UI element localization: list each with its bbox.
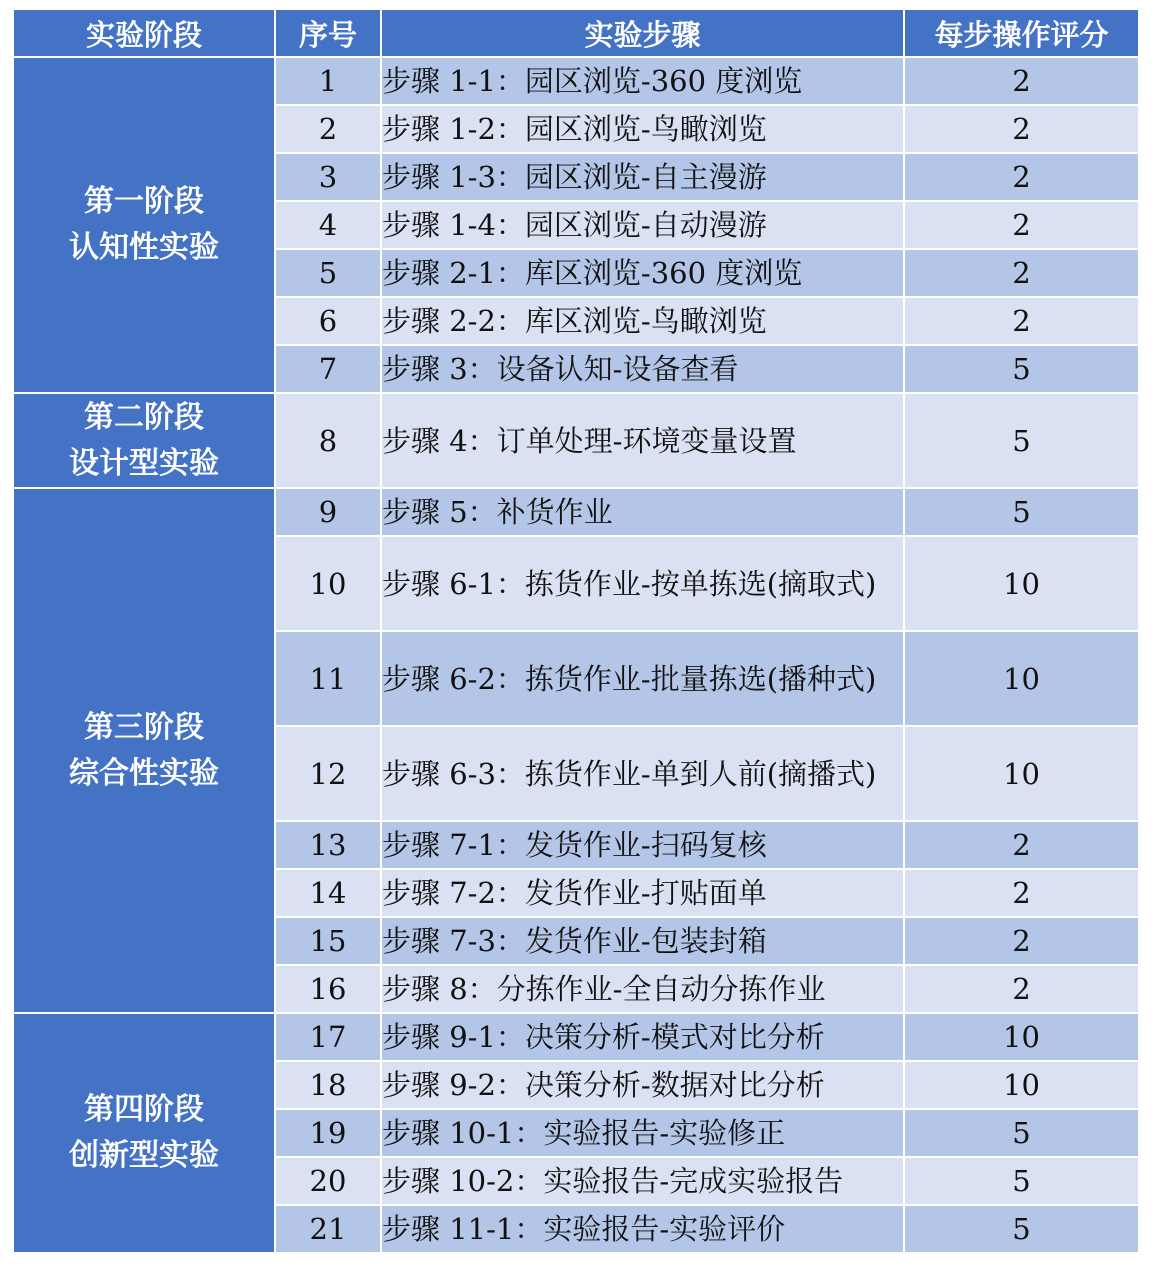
- row-number: 10: [275, 536, 381, 631]
- step-score: 2: [904, 297, 1139, 345]
- stage-cell-3: [13, 488, 275, 1013]
- row-number: 21: [275, 1205, 381, 1253]
- row-number: 2: [275, 105, 381, 153]
- step-text: 步骤 2-2：库区浏览-鸟瞰浏览: [381, 297, 904, 345]
- step-score: 5: [904, 345, 1139, 393]
- row-number: 5: [275, 249, 381, 297]
- row-number: 9: [275, 488, 381, 536]
- stage-subtitle: 创新型实验: [69, 1138, 219, 1173]
- stage-cell-4: [13, 1013, 275, 1253]
- stage-title: 第一阶段: [84, 184, 204, 219]
- step-score: 2: [904, 869, 1139, 917]
- row-number: 4: [275, 201, 381, 249]
- step-text: 步骤 9-2：决策分析-数据对比分析: [381, 1061, 904, 1109]
- step-text: 步骤 3：设备认知-设备查看: [381, 345, 904, 393]
- table-row: [13, 488, 1139, 536]
- step-text: 步骤 1-1：园区浏览-360 度浏览: [381, 57, 904, 105]
- step-score: 5: [904, 1157, 1139, 1205]
- row-number: 6: [275, 297, 381, 345]
- step-text: 步骤 6-1：拣货作业-按单拣选(摘取式): [381, 536, 904, 631]
- step-text: 步骤 1-4：园区浏览-自动漫游: [381, 201, 904, 249]
- row-number: 19: [275, 1109, 381, 1157]
- row-number: 17: [275, 1013, 381, 1061]
- stage-title: 第二阶段: [84, 399, 204, 435]
- step-text: 步骤 9-1：决策分析-模式对比分析: [381, 1013, 904, 1061]
- table-row: [13, 1013, 1139, 1061]
- row-number: 7: [275, 345, 381, 393]
- table-row: [13, 57, 1139, 105]
- header-row: [13, 9, 1139, 57]
- step-score: 2: [904, 201, 1139, 249]
- step-score: 5: [904, 1109, 1139, 1157]
- step-text: 步骤 7-3：发货作业-包装封箱: [381, 917, 904, 965]
- stage-subtitle: 综合性实验: [69, 755, 219, 791]
- step-text: 步骤 8：分拣作业-全自动分拣作业: [381, 965, 904, 1013]
- stage-title: 第三阶段: [84, 709, 204, 745]
- row-number: 3: [275, 153, 381, 201]
- step-text: 步骤 7-2：发货作业-打贴面单: [381, 869, 904, 917]
- step-score: 10: [904, 631, 1139, 726]
- step-text: 步骤 2-1：库区浏览-360 度浏览: [381, 249, 904, 297]
- step-score: 2: [904, 105, 1139, 153]
- step-score: 2: [904, 153, 1139, 201]
- step-text: 步骤 1-3：园区浏览-自主漫游: [381, 153, 904, 201]
- header-no: 序号: [275, 9, 381, 57]
- step-score: 2: [904, 249, 1139, 297]
- step-text: 步骤 10-1：实验报告-实验修正: [381, 1109, 904, 1157]
- row-number: 13: [275, 821, 381, 869]
- table-row: [13, 393, 1139, 488]
- step-text: 步骤 4：订单处理-环境变量设置: [381, 393, 904, 488]
- step-score: 5: [904, 488, 1139, 536]
- experiment-score-table: [12, 8, 1140, 1254]
- header-stage: 实验阶段: [13, 9, 275, 57]
- row-number: 20: [275, 1157, 381, 1205]
- row-number: 1: [275, 57, 381, 105]
- row-number: 11: [275, 631, 381, 726]
- step-score: 2: [904, 965, 1139, 1013]
- header-step: 实验步骤: [381, 9, 904, 57]
- step-text: 步骤 6-2：拣货作业-批量拣选(播种式): [381, 631, 904, 726]
- step-score: 2: [904, 821, 1139, 869]
- step-score: 10: [904, 1013, 1139, 1061]
- header-score: 每步操作评分: [904, 9, 1139, 57]
- step-score: 10: [904, 1061, 1139, 1109]
- step-score: 5: [904, 393, 1139, 488]
- step-score: 2: [904, 57, 1139, 105]
- row-number: 15: [275, 917, 381, 965]
- stage-title: 第四阶段: [84, 1092, 204, 1127]
- step-score: 10: [904, 536, 1139, 631]
- step-score: 2: [904, 917, 1139, 965]
- row-number: 8: [275, 393, 381, 488]
- step-score: 5: [904, 1205, 1139, 1253]
- step-text: 步骤 5：补货作业: [381, 488, 904, 536]
- stage-cell-1: [13, 57, 275, 393]
- stage-cell-2: [13, 393, 275, 488]
- stage-subtitle: 设计型实验: [69, 445, 219, 481]
- row-number: 16: [275, 965, 381, 1013]
- step-text: 步骤 1-2：园区浏览-鸟瞰浏览: [381, 105, 904, 153]
- step-text: 步骤 11-1：实验报告-实验评价: [381, 1205, 904, 1253]
- step-score: 10: [904, 726, 1139, 821]
- step-text: 步骤 7-1：发货作业-扫码复核: [381, 821, 904, 869]
- step-text: 步骤 6-3：拣货作业-单到人前(摘播式): [381, 726, 904, 821]
- row-number: 18: [275, 1061, 381, 1109]
- step-text: 步骤 10-2：实验报告-完成实验报告: [381, 1157, 904, 1205]
- row-number: 14: [275, 869, 381, 917]
- stage-subtitle: 认知性实验: [69, 230, 219, 265]
- row-number: 12: [275, 726, 381, 821]
